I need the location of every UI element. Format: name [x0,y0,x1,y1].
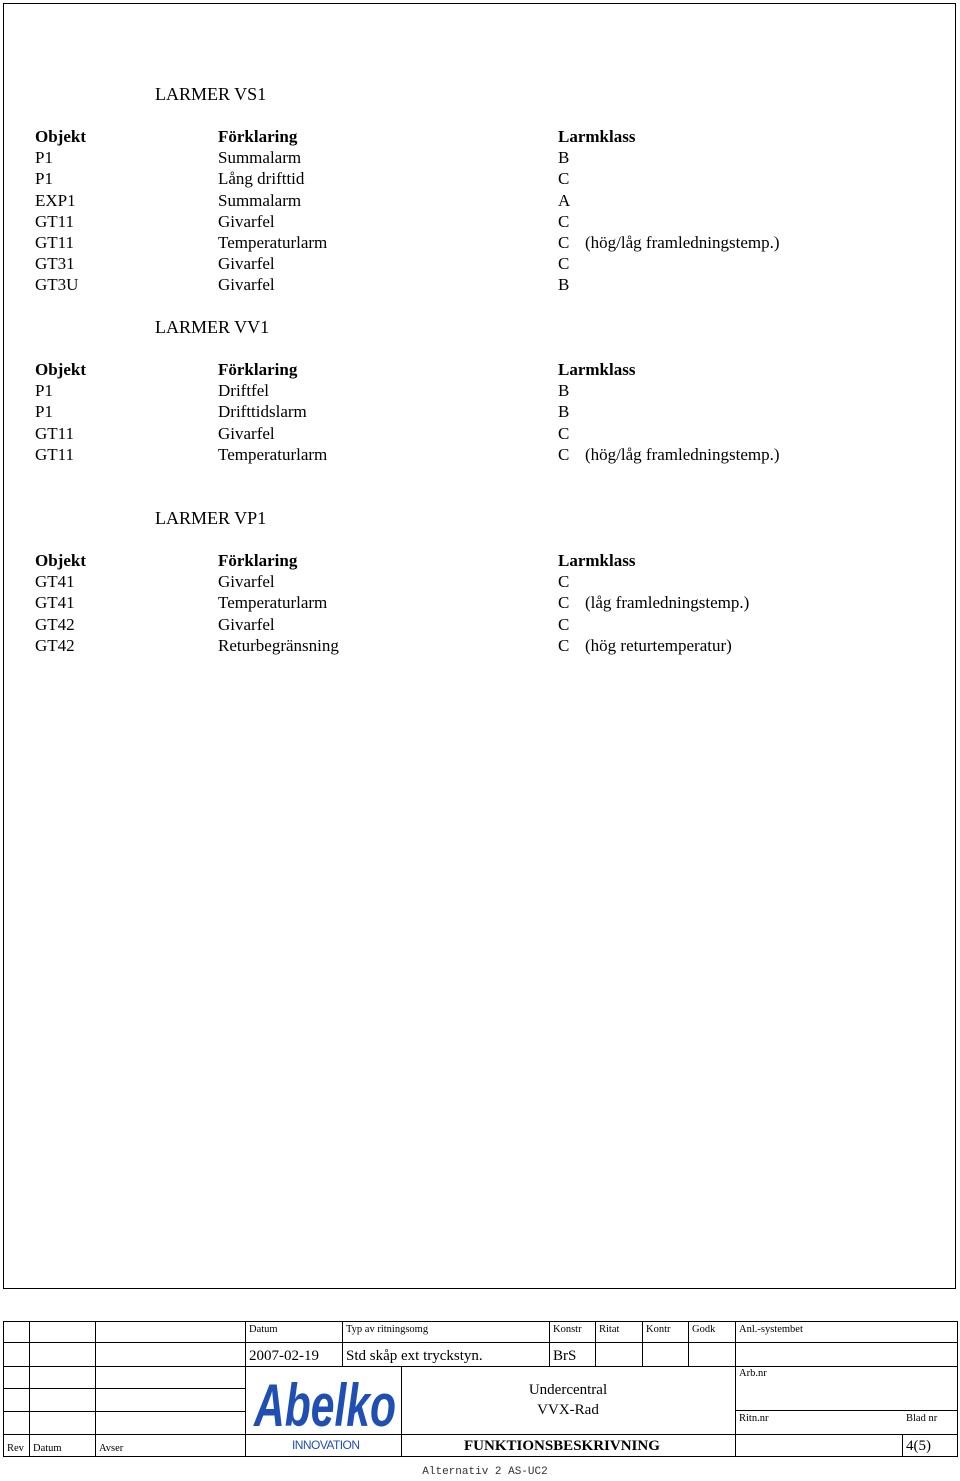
description-cell: Driftfel [218,381,269,401]
tb-line [3,1411,245,1412]
table-row [35,401,835,422]
description-cell: Temperaturlarm [218,444,328,464]
class-cell: C [558,232,570,252]
description-cell: Lång drifttid [218,169,305,189]
tb-line [3,1388,245,1389]
page-number: 4(5) [906,1438,931,1454]
blad-label: Blad nr [906,1413,938,1424]
alarm-table [35,126,835,296]
object-cell: GT11 [35,211,75,231]
alarm-table [35,359,835,465]
description-cell: Drifttidslarm [218,402,307,422]
table-row [35,232,835,253]
tb-line [735,1410,958,1411]
konstr-head: Konstr [553,1324,582,1335]
description-cell: Summalarm [218,190,302,210]
class-cell: C [558,614,570,634]
description-cell: Givarfel [218,211,275,231]
object-cell: P1 [35,169,53,189]
object-cell: GT11 [35,444,75,464]
object-cell: GT11 [35,423,75,443]
logo-wordmark: Abelko [252,1372,396,1439]
table-header-row [35,126,835,147]
description-cell: Givarfel [218,572,275,592]
column-header: Larmklass [558,127,636,146]
class-cell: C [558,211,570,231]
note-cell: (hög/låg framledningstemp.) [585,444,780,464]
class-cell: C [558,635,570,655]
description-cell: Givarfel [218,254,275,274]
section-title: LARMER VP1 [155,508,267,528]
table-row [35,380,835,401]
konstr-value: BrS [553,1348,577,1364]
table-header-row [35,359,835,380]
class-cell: C [558,254,570,274]
kontr-head: Kontr [646,1324,671,1335]
abelko-logo [252,1370,402,1454]
section-title: LARMER VS1 [155,84,267,104]
column-header: Förklaring [218,360,298,379]
datum-label: Datum [33,1443,62,1454]
table-header-row [35,550,835,571]
ritn-label: Ritn.nr [739,1413,769,1424]
note-cell: (låg framledningstemp.) [585,593,750,613]
anl-head: Anl.-systembet [739,1324,803,1335]
class-cell: C [558,572,570,592]
table-row [35,190,835,211]
column-header: Förklaring [218,551,298,570]
table-row [35,444,835,465]
table-row [35,211,835,232]
section-title: LARMER VV1 [155,317,270,337]
description-cell: Givarfel [218,614,275,634]
tb-line [3,1366,958,1367]
note-cell: (hög/låg framledningstemp.) [585,232,780,252]
description-cell: Returbegränsning [218,635,339,655]
column-header: Objekt [35,551,86,570]
object-cell: GT42 [35,614,75,634]
tb-line [595,1321,596,1366]
tb-line [29,1321,30,1457]
column-header: Larmklass [558,551,636,570]
description-cell: Summalarm [218,148,302,168]
class-cell: B [558,148,570,168]
column-header: Larmklass [558,360,636,379]
class-cell: C [558,593,570,613]
tb-line [3,1434,958,1435]
table-row [35,571,835,592]
logo-subtitle: INNOVATION [292,1438,360,1452]
tb-line [642,1321,643,1366]
tb-line [342,1321,343,1366]
class-cell: B [558,402,570,422]
typ-head: Typ av ritningsomg [346,1324,429,1335]
datum-head: Datum [249,1324,278,1335]
footer-text: Alternativ 2 AS-UC2 [422,1466,548,1478]
tb-line [688,1321,689,1366]
tb-line [95,1321,96,1457]
tb-line [3,1342,958,1343]
doc-title: FUNKTIONSBESKRIVNING [464,1438,660,1454]
class-cell: B [558,275,570,295]
object-cell: P1 [35,148,53,168]
avser-label: Avser [99,1443,124,1454]
column-header: Förklaring [218,127,298,146]
desc-line2: VVX-Rad [537,1402,599,1418]
object-cell: GT3U [35,275,79,295]
description-cell: Givarfel [218,275,275,295]
rev-label: Rev [7,1443,24,1454]
tb-line [549,1321,550,1366]
column-header: Objekt [35,360,86,379]
class-cell: C [558,423,570,443]
table-row [35,168,835,189]
object-cell: GT42 [35,635,75,655]
table-row [35,592,835,613]
table-row [35,274,835,295]
table-row [35,253,835,274]
alarm-table [35,550,835,656]
object-cell: P1 [35,381,53,401]
table-row [35,423,835,444]
desc-line1: Undercentral [528,1382,608,1398]
column-header: Objekt [35,127,86,146]
object-cell: EXP1 [35,190,76,210]
table-row [35,614,835,635]
description-cell: Temperaturlarm [218,232,328,252]
ritat-head: Ritat [599,1324,620,1335]
object-cell: GT41 [35,593,75,613]
object-cell: P1 [35,402,53,422]
class-cell: C [558,444,570,464]
object-cell: GT31 [35,254,75,274]
class-cell: C [558,169,570,189]
class-cell: A [558,190,571,210]
table-row [35,635,835,656]
tb-line [902,1434,903,1457]
typ-value: Std skåp ext tryckstyn. [346,1348,483,1364]
description-cell: Givarfel [218,423,275,443]
class-cell: B [558,381,570,401]
description-cell: Temperaturlarm [218,593,328,613]
object-cell: GT11 [35,232,75,252]
arb-label: Arb.nr [739,1368,767,1379]
tb-line [245,1321,246,1457]
note-cell: (hög returtemperatur) [585,635,732,655]
object-cell: GT41 [35,572,75,592]
table-row [35,147,835,168]
godk-head: Godk [692,1324,716,1335]
date-value: 2007-02-19 [249,1348,319,1364]
tb-line [735,1321,736,1457]
